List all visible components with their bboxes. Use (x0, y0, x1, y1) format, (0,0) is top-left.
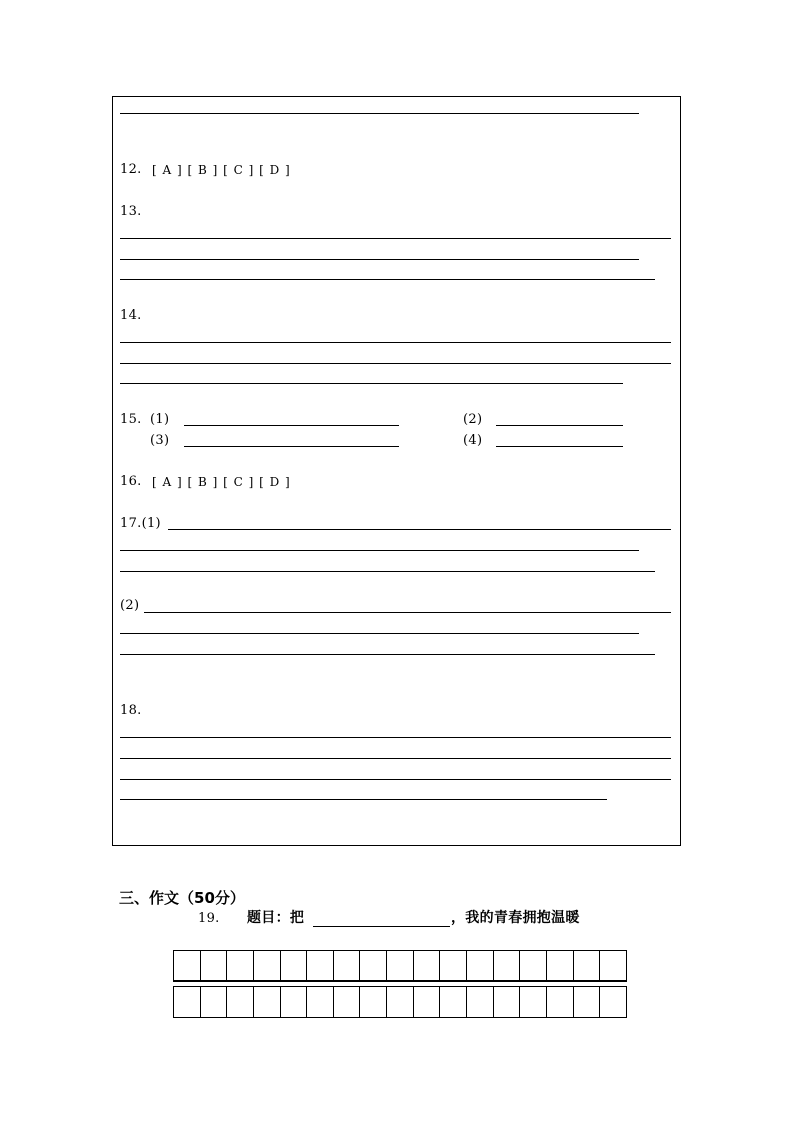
q15-blank3-label: (3) (150, 433, 170, 448)
q17-part1-line-2[interactable] (120, 550, 639, 551)
grid-cell[interactable] (280, 951, 307, 981)
q13-number: 13. (120, 204, 142, 219)
q12-number: 12. (120, 162, 142, 177)
grid-cell[interactable] (253, 951, 280, 981)
q17-part1-line-1[interactable] (168, 529, 671, 530)
grid-row-separator (173, 981, 627, 982)
grid-cell[interactable] (440, 951, 467, 981)
q13-line-3[interactable] (120, 279, 655, 280)
grid-cell[interactable] (227, 951, 254, 981)
q16-options[interactable]: [ A ] [ B ] [ C ] [ D ] (152, 475, 291, 489)
grid-cell[interactable] (520, 987, 547, 1018)
grid-cell[interactable] (280, 987, 307, 1018)
grid-cell[interactable] (387, 951, 414, 981)
q15-blank4-label: (4) (463, 433, 483, 448)
grid-cell[interactable] (573, 951, 600, 981)
q19-number: 19. (198, 911, 220, 926)
grid-cell[interactable] (333, 987, 360, 1018)
grid-cell[interactable] (387, 987, 414, 1018)
q19-title-prefix: 题目：把 (247, 910, 305, 926)
grid-cell[interactable] (467, 951, 494, 981)
q14-line-1[interactable] (120, 342, 671, 343)
grid-cell[interactable] (520, 951, 547, 981)
q15-blank4-line[interactable] (496, 446, 623, 447)
q18-line-2[interactable] (120, 758, 671, 759)
q15-blank1-label: (1) (150, 412, 170, 427)
grid-cell[interactable] (440, 987, 467, 1018)
grid-cell[interactable] (360, 987, 387, 1018)
q14-line-2[interactable] (120, 363, 671, 364)
grid-cell[interactable] (600, 987, 627, 1018)
grid-cell[interactable] (493, 951, 520, 981)
q17-part2-line-1[interactable] (144, 612, 671, 613)
grid-cell[interactable] (413, 951, 440, 981)
grid-cell[interactable] (413, 987, 440, 1018)
writing-grid-row-1[interactable] (173, 950, 627, 981)
q15-blank1-line[interactable] (184, 425, 399, 426)
q15-blank2-label: (2) (463, 412, 483, 427)
q17-part1-line-3[interactable] (120, 571, 655, 572)
grid-cell[interactable] (200, 951, 227, 981)
q17-part2-line-2[interactable] (120, 633, 639, 634)
section-title: 三、作文（50分） (119, 889, 245, 907)
grid-cell[interactable] (174, 951, 201, 981)
q12-options[interactable]: [ A ] [ B ] [ C ] [ D ] (152, 163, 291, 177)
q17-part1-label: 17.(1) (120, 516, 161, 531)
grid-cell[interactable] (174, 987, 201, 1018)
q15-number: 15. (120, 412, 142, 427)
grid-cell[interactable] (546, 951, 573, 981)
q14-line-3[interactable] (120, 383, 623, 384)
q13-line-1[interactable] (120, 238, 671, 239)
q18-number: 18. (120, 703, 142, 718)
q15-blank2-line[interactable] (496, 425, 623, 426)
answer-line[interactable] (120, 113, 639, 114)
grid-cell[interactable] (600, 951, 627, 981)
grid-cell[interactable] (360, 951, 387, 981)
q18-line-3[interactable] (120, 779, 671, 780)
q19-title-blank[interactable] (313, 926, 450, 927)
q19-title-suffix: ，我的青春拥抱温暖 (451, 910, 580, 926)
writing-grid-row-2[interactable] (173, 986, 627, 1018)
grid-cell[interactable] (200, 987, 227, 1018)
q15-blank3-line[interactable] (184, 446, 399, 447)
grid-cell[interactable] (227, 987, 254, 1018)
q16-number: 16. (120, 474, 142, 489)
q14-number: 14. (120, 308, 142, 323)
q18-line-1[interactable] (120, 737, 671, 738)
grid-cell[interactable] (467, 987, 494, 1018)
q13-line-2[interactable] (120, 259, 639, 260)
grid-cell[interactable] (573, 987, 600, 1018)
grid-cell[interactable] (493, 987, 520, 1018)
grid-cell[interactable] (307, 987, 334, 1018)
grid-cell[interactable] (333, 951, 360, 981)
q17-part2-line-3[interactable] (120, 654, 655, 655)
q18-line-4[interactable] (120, 799, 607, 800)
grid-cell[interactable] (253, 987, 280, 1018)
answer-box (112, 96, 681, 846)
grid-cell[interactable] (546, 987, 573, 1018)
grid-cell[interactable] (307, 951, 334, 981)
q17-part2-label: (2) (120, 598, 140, 613)
